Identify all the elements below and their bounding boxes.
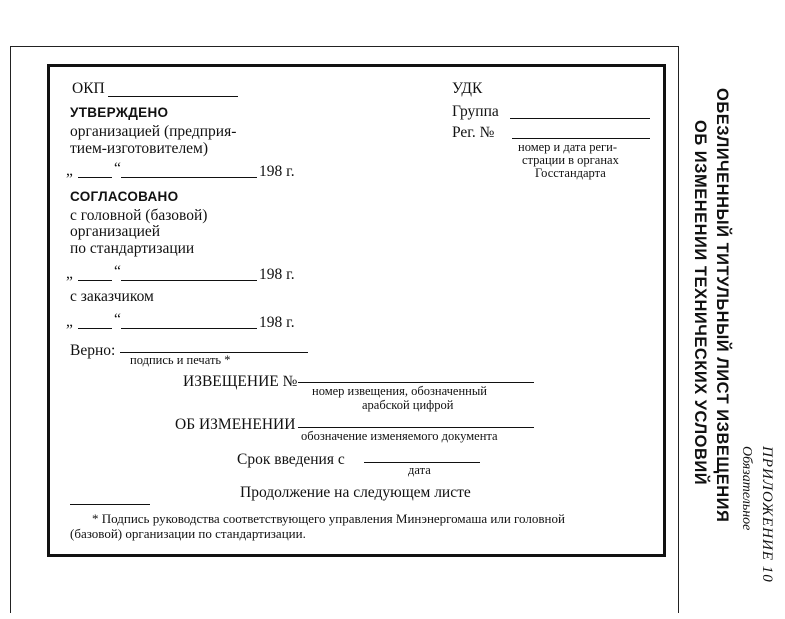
customer-year: 198 г.: [259, 314, 295, 331]
notice-number-field[interactable]: [298, 382, 534, 383]
customer-date-open-quote: „: [66, 313, 73, 330]
reg-field[interactable]: [512, 138, 650, 139]
customer-day-field[interactable]: [78, 328, 112, 329]
agreed-year: 198 г.: [259, 266, 295, 283]
okp-field[interactable]: [108, 96, 238, 97]
intro-label: Срок введения с: [237, 451, 345, 468]
agreed-line-1: с головной (базовой): [70, 207, 208, 224]
change-label: ОБ ИЗМЕНЕНИИ: [175, 416, 296, 433]
approved-date-open-quote: „: [66, 162, 73, 179]
agreed-date-open-quote: „: [66, 265, 73, 282]
agreed-date-close-quote: “: [114, 263, 121, 280]
notice-caption-2: арабской цифрой: [362, 398, 454, 412]
continuation-text: Продолжение на следующем листе: [240, 484, 471, 501]
agreed-line-2: организацией: [70, 223, 161, 240]
customer-date-close-quote: “: [114, 311, 121, 328]
change-caption: обозначение изменяемого документа: [301, 429, 498, 443]
reg-label: Рег. №: [452, 124, 495, 141]
verno-label: Верно:: [70, 342, 116, 359]
approved-year: 198 г.: [259, 163, 295, 180]
customer-label: с заказчиком: [70, 288, 154, 305]
approved-date-close-quote: “: [114, 160, 121, 177]
footnote-line-1: * Подпись руководства соответствующего управления Минэнергомаша или головной: [92, 511, 565, 526]
footnote-line-2: (базовой) организации по стандартизации.: [70, 526, 306, 541]
customer-month-field[interactable]: [121, 328, 257, 329]
side-title-line-1: ОБЕЗЛИЧЕННЫЙ ТИТУЛЬНЫЙ ЛИСТ ИЗВЕЩЕНИЯ: [713, 88, 731, 523]
approved-heading: УТВЕРЖДЕНО: [70, 105, 169, 120]
approved-line-2: тием-изготовителем): [70, 140, 209, 157]
agreed-heading: СОГЛАСОВАНО: [70, 189, 179, 204]
udk-label: УДК: [452, 80, 483, 97]
reg-caption-3: Госстандарта: [535, 166, 606, 180]
side-appendix: ПРИЛОЖЕНИЕ 10: [759, 446, 775, 583]
okp-label: ОКП: [72, 80, 105, 97]
agreed-day-field[interactable]: [78, 280, 112, 281]
notice-label: ИЗВЕЩЕНИЕ №: [183, 373, 298, 390]
side-title-line-2: ОБ ИЗМЕНЕНИИ ТЕХНИЧЕСКИХ УСЛОВИЙ: [691, 120, 709, 486]
intro-caption: дата: [408, 463, 431, 477]
side-mandatory: Обязательное: [739, 446, 754, 531]
gruppa-field[interactable]: [510, 118, 650, 119]
reg-caption-2: страции в органах: [522, 153, 619, 167]
footnote-rule: [70, 504, 150, 505]
agreed-line-3: по стандартизации: [70, 240, 195, 257]
approved-line-1: организацией (предприя-: [70, 123, 237, 140]
approved-month-field[interactable]: [121, 177, 257, 178]
verno-caption: подпись и печать *: [130, 353, 231, 367]
agreed-month-field[interactable]: [121, 280, 257, 281]
notice-caption-1: номер извещения, обозначенный: [312, 384, 487, 398]
gruppa-label: Группа: [452, 103, 499, 120]
change-document-field[interactable]: [298, 427, 534, 428]
reg-caption-1: номер и дата реги-: [518, 140, 617, 154]
approved-day-field[interactable]: [78, 177, 112, 178]
